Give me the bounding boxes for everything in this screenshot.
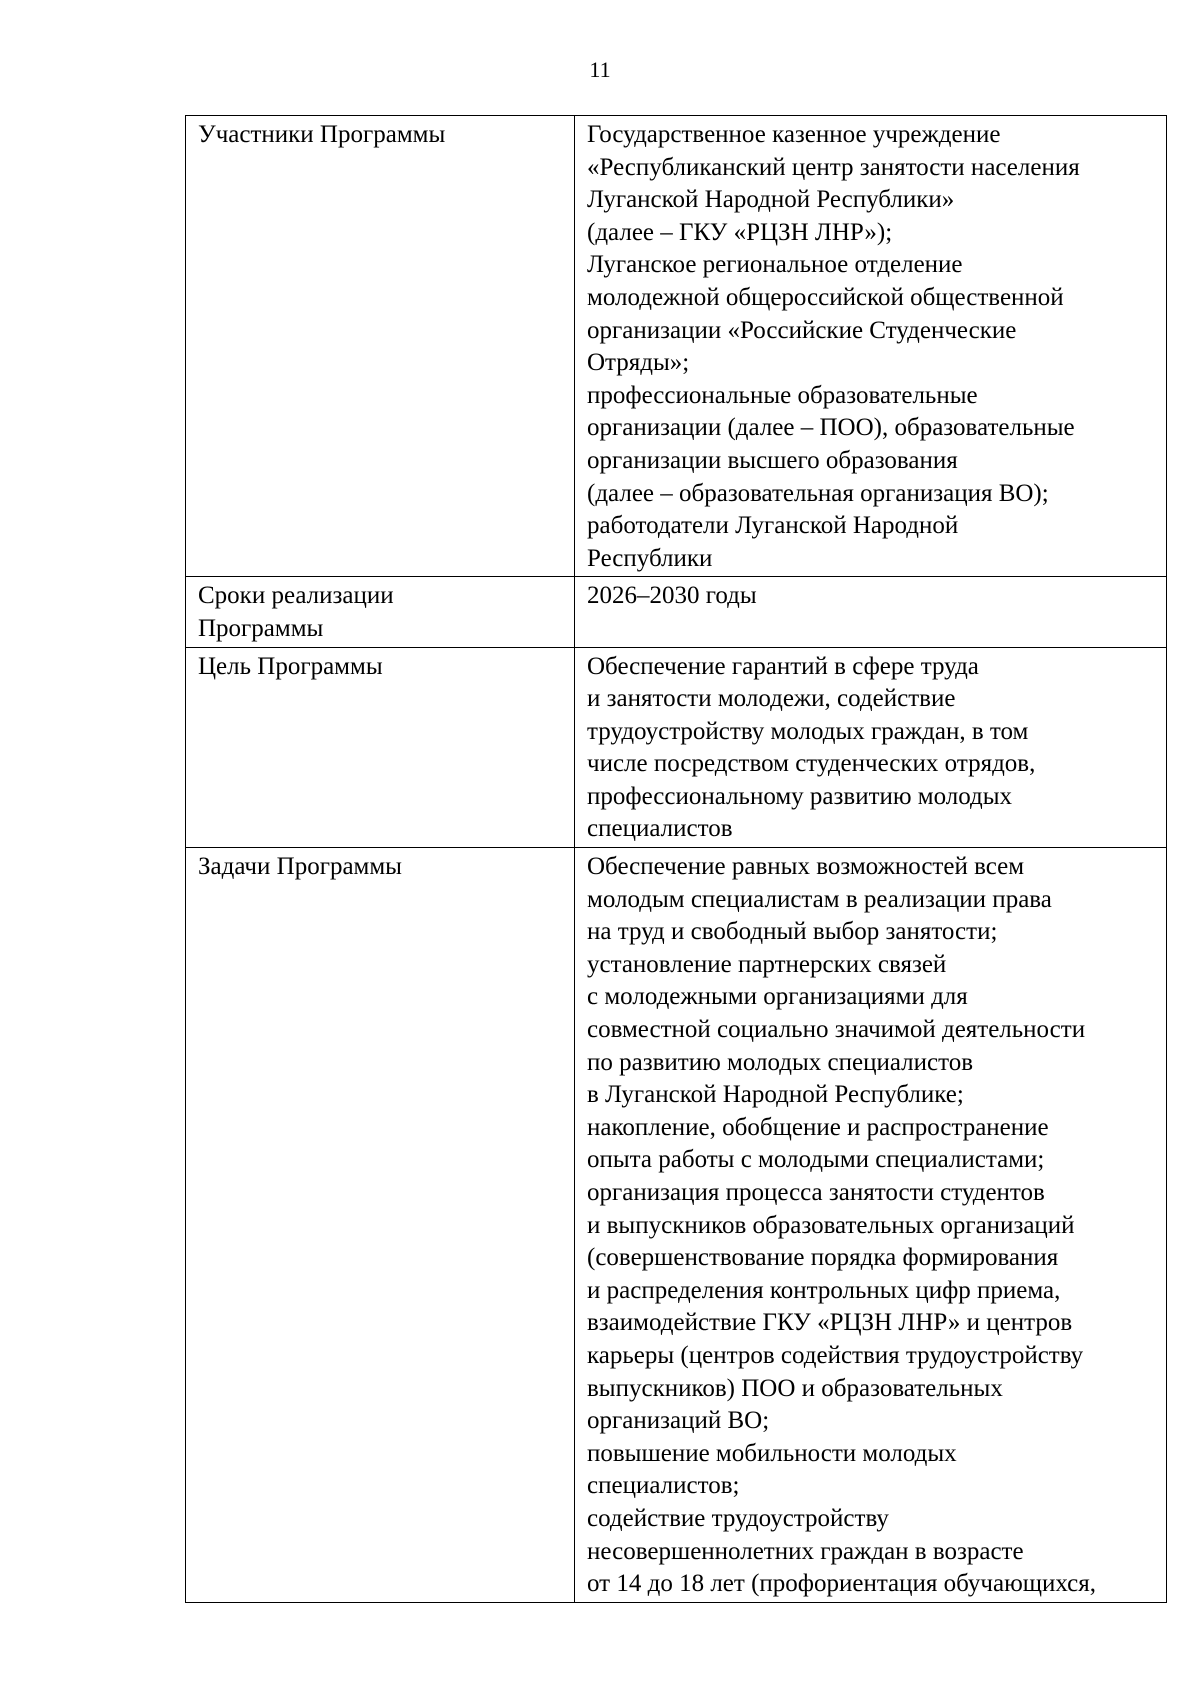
row-value-line: Государственное казенное учреждение <box>587 121 1001 148</box>
row-value-line: (совершенствование порядка формирования <box>587 1244 1059 1272</box>
row-value-cell <box>575 577 1167 647</box>
row-value-line: молодежной общероссийской общественной <box>587 283 1064 311</box>
row-value-line: Луганское региональное отделение <box>587 251 963 279</box>
row-label-cell <box>186 116 575 577</box>
row-label-line: Цель Программы <box>198 652 383 680</box>
table-row-participants <box>186 116 1167 577</box>
row-value-line: с молодежными организациями для <box>587 983 968 1011</box>
row-value-line: и выпускников образовательных организаций <box>587 1211 1075 1239</box>
row-value-line: Обеспечение гарантий в сфере труда <box>587 652 979 680</box>
row-value-line: и распределения контрольных цифр приема, <box>587 1276 1061 1304</box>
row-label-cell <box>186 647 575 848</box>
row-value-line: несовершеннолетних граждан в возрасте <box>587 1537 1024 1565</box>
row-value-line: специалистов <box>587 815 733 843</box>
row-value-line: специалистов; <box>587 1472 740 1500</box>
row-label-cell <box>186 848 575 1603</box>
row-value-line: на труд и свободный выбор занятости; <box>587 918 998 946</box>
row-value-cell <box>575 848 1167 1603</box>
row-value-line: (далее – ГКУ «РЦЗН ЛНР»); <box>587 218 893 246</box>
row-value-line: профессиональному развитию молодых <box>587 782 1013 810</box>
row-value-line: профессиональные образовательные <box>587 381 978 409</box>
table-row-tasks <box>186 848 1167 1603</box>
row-value-line: молодым специалистам в реализации права <box>587 885 1052 913</box>
row-value-line: Луганской Народной Республики» <box>587 186 955 214</box>
row-value-cell <box>575 116 1167 577</box>
row-value-line: повышение мобильности молодых <box>587 1439 957 1467</box>
row-value-line: опыта работы с молодыми специалистами; <box>587 1146 1045 1174</box>
row-value-line: содействие трудоустройству <box>587 1504 889 1532</box>
row-value-line: Отряды»; <box>587 349 690 377</box>
table-row-goal <box>186 647 1167 848</box>
row-value-line: установление партнерских связей <box>587 950 947 978</box>
row-value-line: организации (далее – ПОО), образовательные <box>587 414 1075 442</box>
row-label-line: Программы <box>198 614 324 642</box>
row-value-line: накопление, обобщение и распространение <box>587 1113 1049 1141</box>
row-value-line: организации «Российские Студенческие <box>587 316 1017 344</box>
row-value-line: совместной социально значимой деятельности <box>587 1016 1086 1044</box>
row-value-line: в Луганской Народной Республике; <box>587 1081 964 1109</box>
row-value-line: взаимодействие ГКУ «РЦЗН ЛНР» и центров <box>587 1309 1073 1337</box>
row-value-line: выпускников) ПОО и образовательных <box>587 1374 1003 1402</box>
row-label-cell <box>186 577 575 647</box>
page-number: 11 <box>589 57 611 82</box>
row-value-line: по развитию молодых специалистов <box>587 1048 974 1076</box>
row-value-line: (далее – образовательная организация ВО); <box>587 479 1049 507</box>
row-value-cell <box>575 647 1167 848</box>
row-value-line: работодатели Луганской Народной <box>587 512 959 540</box>
row-value-line: числе посредством студенческих отрядов, <box>587 750 1036 778</box>
row-value-line: организация процесса занятости студентов <box>587 1179 1045 1206</box>
row-value-line: 2026–2030 годы <box>587 582 757 610</box>
row-label-line: Участники Программы <box>198 121 446 148</box>
row-label-line: Задачи Программы <box>198 853 402 881</box>
row-value-line: трудоустройству молодых граждан, в том <box>587 717 1029 745</box>
row-value-line: организации высшего образования <box>587 446 958 474</box>
row-value-line: организаций ВО; <box>587 1407 770 1435</box>
table-row-timeframe <box>186 577 1167 647</box>
row-value-line: «Республиканский центр занятости населения <box>587 153 1080 181</box>
row-value-line: от 14 до 18 лет (профориентация обучающихся, <box>587 1570 1097 1598</box>
row-value-line: Республики <box>587 544 713 572</box>
row-label-line: Сроки реализации <box>198 582 394 610</box>
program-passport-table <box>185 115 1167 1603</box>
row-value-line: Обеспечение равных возможностей всем <box>587 853 1025 881</box>
row-value-line: и занятости молодежи, содействие <box>587 685 956 713</box>
row-value-line: карьеры (центров содействия трудоустройству <box>587 1341 1084 1369</box>
